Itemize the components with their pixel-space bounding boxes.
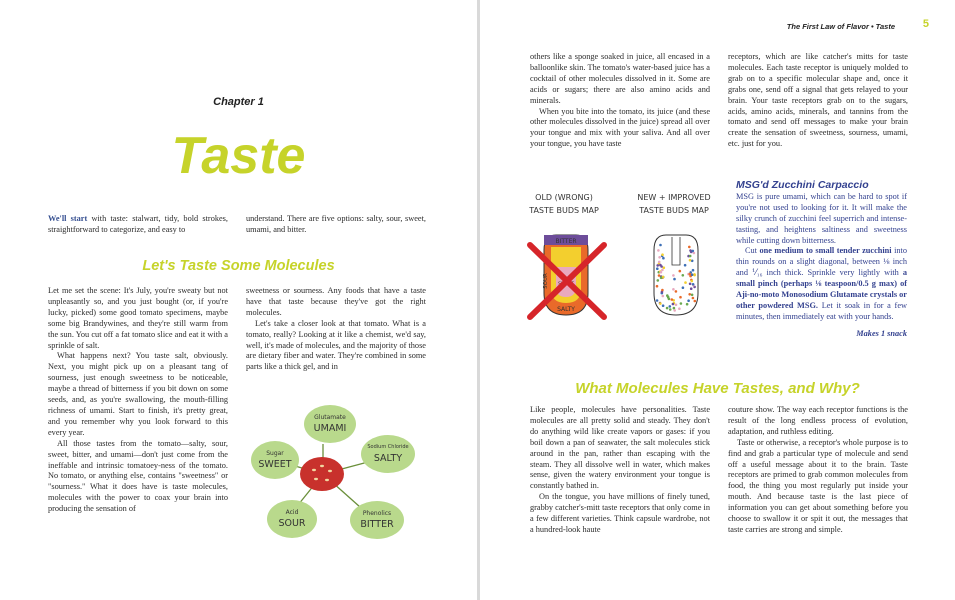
taste-receptor-dot <box>672 274 675 277</box>
taste-receptor-dot <box>691 260 694 263</box>
taste-receptor-dot <box>682 286 685 289</box>
salty-molecule-label: Sodium Chloride <box>367 444 409 450</box>
old-tongue-map <box>543 235 588 315</box>
taste-receptor-dot <box>693 274 696 277</box>
intro-text-2: understand. There are five options: salty, sour, sweet, umami, and bitter. <box>246 214 426 234</box>
taste-receptor-dot <box>663 266 666 269</box>
intro-col2 <box>246 214 426 236</box>
old-map-salty: SALTY <box>557 306 575 313</box>
intro-lead: We'll start <box>48 214 88 223</box>
paragraph: sweetness or sourness. Any foods that have a taste have that taste because they've got the right molecules. <box>246 286 426 317</box>
taste-receptor-dot <box>692 297 695 300</box>
recipe-title: MSG'd Zucchini Carpaccio <box>736 179 869 191</box>
taste-receptor-dot <box>656 267 659 270</box>
paragraph: On the tongue, you have millions of finely tuned, grabby catcher's-mitt taste receptors that only come in a few different varieties. Think capsule wardrobe, not a hundred-look haute <box>530 492 710 534</box>
taste-receptor-dot <box>660 277 663 280</box>
taste-receptor-dot <box>689 283 692 286</box>
taste-receptor-dot <box>689 255 692 258</box>
recipe-method: Cut one medium to small tender zucchini into thin rounds on a slight diagonal, between ⅛ inch and ⅟₁₆ inch thick. Sprinkle very lightly with a small pinch (perhaps ⅛ teaspoon/0.5 g max) of Aji-no-moto Monosodium Glutamate crystals or other powdered MSG. Let it soak in for a few minutes, then immediately eat with your hands. <box>736 246 908 321</box>
new-map-title-1: NEW + IMPROVED <box>637 193 711 202</box>
umami-label: UMAMI <box>313 423 347 434</box>
taste-receptor-dot <box>656 264 659 267</box>
taste-receptor-dot <box>694 300 697 303</box>
taste-receptor-dot <box>691 273 694 276</box>
taste-receptor-dot <box>686 303 689 306</box>
paragraph: Let me set the scene: It's July, you're sweaty but not unpleasantly so, and you just bought (or, if you're lucky, picked) some good tomato specimens, maybe some big Brandywines, and they're still warm from the sun. You cut off a fat tomato slice and eat it with a sprinkle of salt. <box>48 286 228 350</box>
taste-buds-maps <box>524 185 730 325</box>
taste-receptor-dot <box>692 250 695 253</box>
taste-receptor-dot <box>684 281 687 284</box>
taste-receptor-dot <box>680 302 683 305</box>
old-map-title-1: OLD (WRONG) <box>535 193 593 202</box>
taste-receptor-dot <box>691 280 694 283</box>
paragraph: couture show. The way each receptor functions is the result of the long endless process of evolution, adaptation, and ruthless editing. <box>728 405 908 436</box>
old-map-sour: SOUR <box>543 273 549 289</box>
taste-receptor-dot <box>661 269 664 272</box>
running-head: The First Law of Flavor • Taste <box>786 22 895 31</box>
paragraph: When you bite into the tomato, its juice (and these other molecules dissolved in the juice) spread all over your tongue and mix with your saliva. And all over your tongue, you have taste <box>530 106 710 149</box>
new-map-title-2: TASTE BUDS MAP <box>639 206 709 215</box>
sour-molecule-label: Acid <box>285 509 299 516</box>
taste-receptor-dot <box>689 259 692 262</box>
left-col2 <box>246 286 426 373</box>
taste-receptor-dot <box>657 249 660 252</box>
taste-receptor-dot <box>675 290 678 293</box>
taste-receptor-dot <box>666 307 669 310</box>
sour-label: SOUR <box>278 518 306 529</box>
taste-receptor-dot <box>669 308 672 311</box>
taste-receptor-dot <box>679 296 682 299</box>
paragraph: Like people, molecules have personalities. Taste molecules are all pretty solid and steady. They don't do anything wild like create vapors or gases: if you boil down a pan of seawater, the salt molecules stick around in the pan, rather than escaping with the steam. They all dissolve well in water, which makes sense, given the watery environment your tongue is constantly bathed in. <box>530 405 710 491</box>
taste-receptor-dot <box>668 298 671 301</box>
right-bottom-col1 <box>530 405 710 536</box>
paragraph: What happens next? You taste salt, obviously. Next, you might pick up on a pleasant tang of sourness, just enough sweetness to be noticeable, maybe a thread of bitterness if you bit down on some seeds, and, as you're swallowing, the mouth-filling richness of umami. Start to finish, it's pretty great, and you remember why you look forward to this every year. <box>48 351 228 437</box>
taste-receptor-dot <box>658 261 661 264</box>
recipe-intro: MSG is pure umami, which can be hard to spot if you're not used to looking for it. It will make the silky crunch of zucchini feel superrich and intense-tasting, and heightens saltiness and sweetness while cutting down bitterness. <box>736 191 907 245</box>
bitter-molecule-label: Phenolics <box>362 510 392 517</box>
section-heading-why: What Molecules Have Tastes, and Why? <box>575 380 860 397</box>
taste-receptor-dot <box>656 299 659 302</box>
taste-receptor-dot <box>659 302 662 305</box>
taste-receptor-dot <box>688 293 691 296</box>
taste-receptor-dot <box>662 257 665 260</box>
taste-receptor-dot <box>662 304 665 307</box>
paragraph: others like a sponge soaked in juice, all encased in a balloonlike skin. The tomato's water-based juice has a cocktail of other molecules dissolved in it. Some are acids or sugars; there are also amino acids and minerals. <box>530 52 710 105</box>
taste-receptor-dot <box>658 256 661 259</box>
right-top-col1 <box>530 52 710 150</box>
chapter-title: Taste <box>171 127 306 185</box>
taste-receptor-dot <box>673 278 676 281</box>
taste-receptor-dot <box>661 289 664 292</box>
taste-receptor-dot <box>656 285 659 288</box>
taste-receptor-dot <box>661 253 664 256</box>
taste-receptor-dot <box>690 287 693 290</box>
paragraph: receptors, which are like catcher's mitts for taste molecules. Each taste receptor is uniquely molded to grab on to a specific molecular shape and, once it grabs one, send off a signal that gets relayed to your brain. Your taste receptors grab on to the sugars, acids, amino acids, minerals, and tannins from the tomato and send off messages to make your brain create the sensation of sweetness, sourness, umami, etc. just for you. <box>728 52 908 149</box>
tomato-taste-diagram <box>250 402 425 542</box>
right-top-col2 <box>728 52 908 150</box>
taste-receptor-dot <box>673 309 676 312</box>
taste-receptor-dot <box>692 269 695 272</box>
umami-molecule-label: Glutamate <box>314 414 346 421</box>
taste-receptor-dot <box>662 295 665 298</box>
taste-receptor-dot <box>682 274 685 277</box>
taste-receptor-dot <box>687 299 690 302</box>
taste-receptor-dot <box>675 304 678 307</box>
taste-receptor-dot <box>659 244 662 247</box>
recipe-box <box>736 180 907 340</box>
taste-receptor-dot <box>658 274 661 277</box>
taste-receptor-dot <box>684 264 687 267</box>
sweet-molecule-label: Sugar <box>266 450 284 457</box>
intro-text-1: with taste: stalwart, tidy, bold strokes, straightforward to categorize, and easy to <box>48 214 228 234</box>
taste-receptor-dot <box>678 307 681 310</box>
right-bottom-col2 <box>728 405 908 536</box>
taste-receptor-dot <box>692 283 695 286</box>
left-page <box>0 0 477 600</box>
taste-receptor-dot <box>660 265 663 268</box>
section-heading-molecules: Let's Taste Some Molecules <box>142 258 335 274</box>
taste-receptor-dot <box>672 288 675 291</box>
book-gutter <box>477 0 480 600</box>
left-col1 <box>48 286 228 515</box>
intro-col1 <box>48 214 228 236</box>
taste-receptor-dot <box>657 279 660 282</box>
paragraph: All those tastes from the tomato—salty, sour, sweet, bitter, and umami—don't just come from the ineffable and intrinsic tomatoey-ness of the tomato. No tomato, or anything else, contains "sweetness" or "sourness." What it does have is taste molecules, molecules with the power to coax your brain into producing the sensation of <box>48 438 228 514</box>
new-tongue-map <box>654 235 698 315</box>
chapter-label: Chapter 1 <box>213 96 264 108</box>
paragraph: Taste or otherwise, a receptor's whole purpose is to find and grab a particular type of molecule and send off a useful message about it to the brain. Taste receptors are primed to grab common molecules from food, the thing you most regularly put inside your mouth. And because taste is the last piece of information you can get about something before you choose to swallow it or spit it out, the messages that taste carries are strong and simple. <box>728 437 908 534</box>
taste-receptor-dot <box>672 303 675 306</box>
taste-receptor-dot <box>691 294 694 297</box>
page-number: 5 <box>922 18 929 30</box>
taste-receptor-dot <box>673 307 676 310</box>
taste-receptor-dot <box>689 273 692 276</box>
recipe-yield: Makes 1 snack <box>856 328 907 338</box>
taste-receptor-dot <box>660 271 663 274</box>
taste-receptor-dot <box>688 246 691 249</box>
tomato-slice <box>300 457 344 491</box>
taste-receptor-dot <box>679 270 682 273</box>
old-map-title-2: TASTE BUDS MAP <box>529 206 599 215</box>
salty-label: SALTY <box>373 453 403 464</box>
bitter-label: BITTER <box>360 519 394 530</box>
sweet-label: SWEET <box>258 459 292 470</box>
paragraph: Let's take a closer look at that tomato. What is a tomato, really? Looking at it like a chemist, we'd say, well, it's made of molecules, and the majority of those are dietary fiber and water. They're combined in some parts like a thick gel, and in <box>246 318 426 372</box>
taste-receptor-dot <box>671 298 674 301</box>
taste-receptor-dot <box>669 305 672 308</box>
old-map-bitter: BITTER <box>555 238 577 245</box>
